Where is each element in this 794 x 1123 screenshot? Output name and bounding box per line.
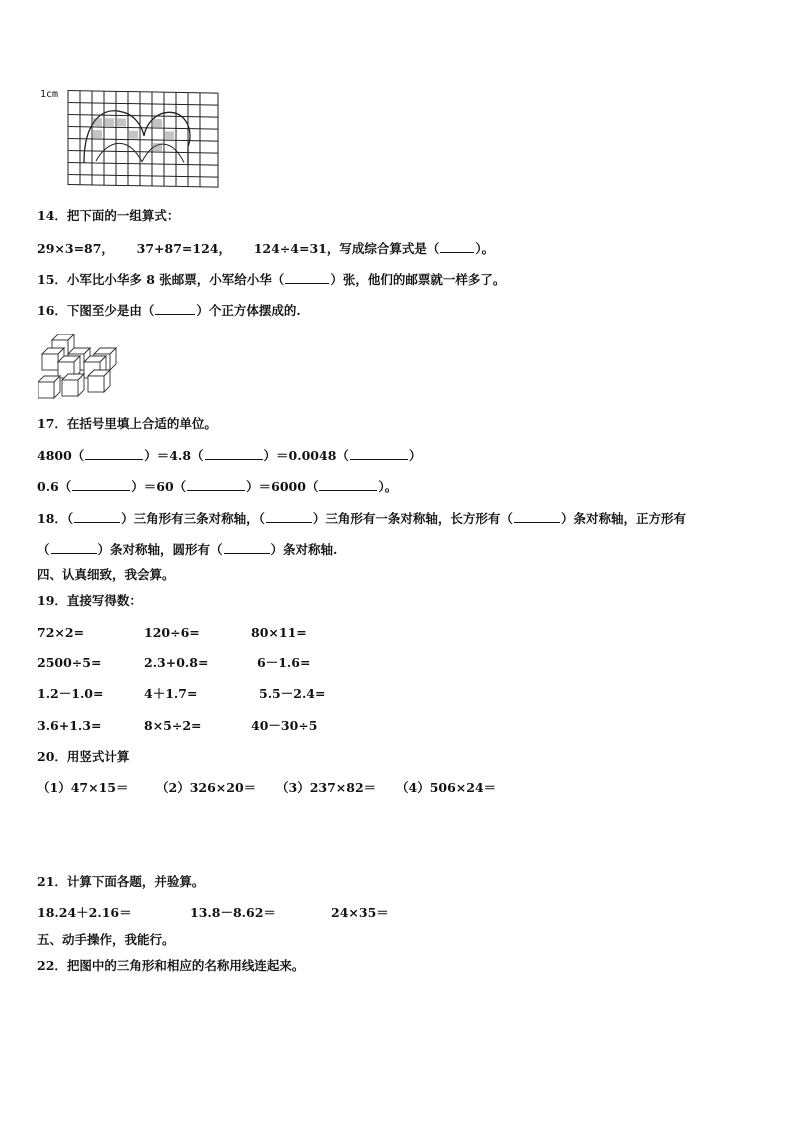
q19-item: 1.2－1.0= xyxy=(37,686,104,701)
q19-item: 4＋1.7= xyxy=(144,686,198,701)
q14-title: 14．把下面的一组算式： xyxy=(37,208,180,223)
cube-stack-svg xyxy=(38,334,124,404)
q18-blank-4[interactable] xyxy=(51,541,97,554)
q19-item: 2500÷5= xyxy=(37,655,102,670)
q18-text-e: （ xyxy=(37,542,50,557)
q19-item: 40－30÷5 xyxy=(251,718,318,733)
q15-text-a: 15．小军比小华多 8 张邮票，小军给小华（ xyxy=(37,272,285,287)
section-4-heading: 四、认真细致，我会算。 xyxy=(37,567,175,582)
q17-row2 xyxy=(37,478,397,495)
q19-title: 19．直接写得数： xyxy=(37,593,142,608)
q18-text-f: ）条对称轴，圆形有（ xyxy=(97,542,223,557)
q18-line2 xyxy=(37,541,337,558)
q20-item: （4）506×24＝ xyxy=(396,780,497,795)
q18-text-c: ）三角形有一条对称轴，长方形有（ xyxy=(312,511,513,526)
q21-item: 24×35＝ xyxy=(331,905,389,920)
q17-row1 xyxy=(37,447,421,464)
q17-r1-text-b: ）＝4.8（ xyxy=(144,448,204,463)
q15 xyxy=(37,271,505,288)
q18-blank-1[interactable] xyxy=(74,510,120,523)
q20-item: （2）326×20＝ xyxy=(156,780,257,795)
q20-title: 20．用竖式计算 xyxy=(37,749,130,764)
section-5-heading: 五、动手操作，我能行。 xyxy=(37,932,175,947)
q17-r1-blank-1[interactable] xyxy=(85,447,143,460)
q20-item: （3）237×82＝ xyxy=(276,780,377,795)
q17-r1-blank-2[interactable] xyxy=(205,447,263,460)
q18-text-b: ）三角形有三条对称轴，（ xyxy=(121,511,265,526)
q15-answer-blank[interactable] xyxy=(285,271,329,284)
q19-item: 2.3+0.8= xyxy=(144,655,209,670)
q21-item: 18.24＋2.16＝ xyxy=(37,905,132,920)
q17-r1-text-a: 4800（ xyxy=(37,448,85,463)
q17-r1-blank-3[interactable] xyxy=(350,447,408,460)
q17-title: 17．在括号里填上合适的单位。 xyxy=(37,416,217,431)
q19-item: 5.5－2.4= xyxy=(259,686,326,701)
q17-r2-text-d: ）。 xyxy=(378,479,398,494)
q19-item: 80×11= xyxy=(251,625,307,640)
q14-equations xyxy=(37,240,494,257)
grid-unit-label: 1cm xyxy=(40,89,59,100)
q16-answer-blank[interactable] xyxy=(155,302,195,315)
q16-text-b: ）个正方体摆成的. xyxy=(196,303,301,318)
q22-title: 22．把图中的三角形和相应的名称用线连起来。 xyxy=(37,958,305,973)
q17-r2-blank-2[interactable] xyxy=(187,478,245,491)
q16 xyxy=(37,302,301,319)
q19-item: 3.6+1.3= xyxy=(37,718,102,733)
grid-figure xyxy=(38,84,228,196)
q21-item: 13.8－8.62＝ xyxy=(190,905,276,920)
q19-item: 120÷6= xyxy=(144,625,200,640)
q19-item: 6－1.6= xyxy=(257,655,311,670)
q18-text-d: ）条对称轴，正方形有 xyxy=(560,511,686,526)
q18-blank-2[interactable] xyxy=(266,510,312,523)
q17-r2-text-b: ）＝60（ xyxy=(131,479,187,494)
q18-blank-5[interactable] xyxy=(224,541,270,554)
q17-r1-text-d: ） xyxy=(408,448,422,463)
q17-r2-text-a: 0.6（ xyxy=(37,479,72,494)
q17-r2-text-c: ）＝6000（ xyxy=(246,479,319,494)
q17-r2-blank-3[interactable] xyxy=(319,478,377,491)
q18-blank-3[interactable] xyxy=(514,510,560,523)
cube-stack-figure xyxy=(38,334,124,408)
q15-text-b: ）张，他们的邮票就一样多了。 xyxy=(330,272,506,287)
q19-item: 72×2= xyxy=(37,625,85,640)
q17-r2-blank-1[interactable] xyxy=(72,478,130,491)
grid-figure-svg xyxy=(38,84,228,192)
q17-r1-text-c: ）＝0.0048（ xyxy=(263,448,349,463)
q19-item: 8×5÷2= xyxy=(144,718,202,733)
q14-eq3: 124÷4=31，写成综合算式是（ xyxy=(253,241,440,256)
q18-line1 xyxy=(37,510,686,527)
q14-eq2: 37+87=124， xyxy=(136,241,231,256)
q18-text-g: ）条对称轴. xyxy=(270,542,338,557)
q14-answer-blank[interactable] xyxy=(440,240,474,253)
q20-item: （1）47×15＝ xyxy=(37,780,129,795)
q18-text-a: 18．（ xyxy=(37,511,74,526)
q14-eq1: 29×3=87， xyxy=(37,241,114,256)
q16-text-a: 16．下图至少是由（ xyxy=(37,303,155,318)
q14-end: ）。 xyxy=(475,241,495,256)
q21-title: 21．计算下面各题，并验算。 xyxy=(37,874,205,889)
